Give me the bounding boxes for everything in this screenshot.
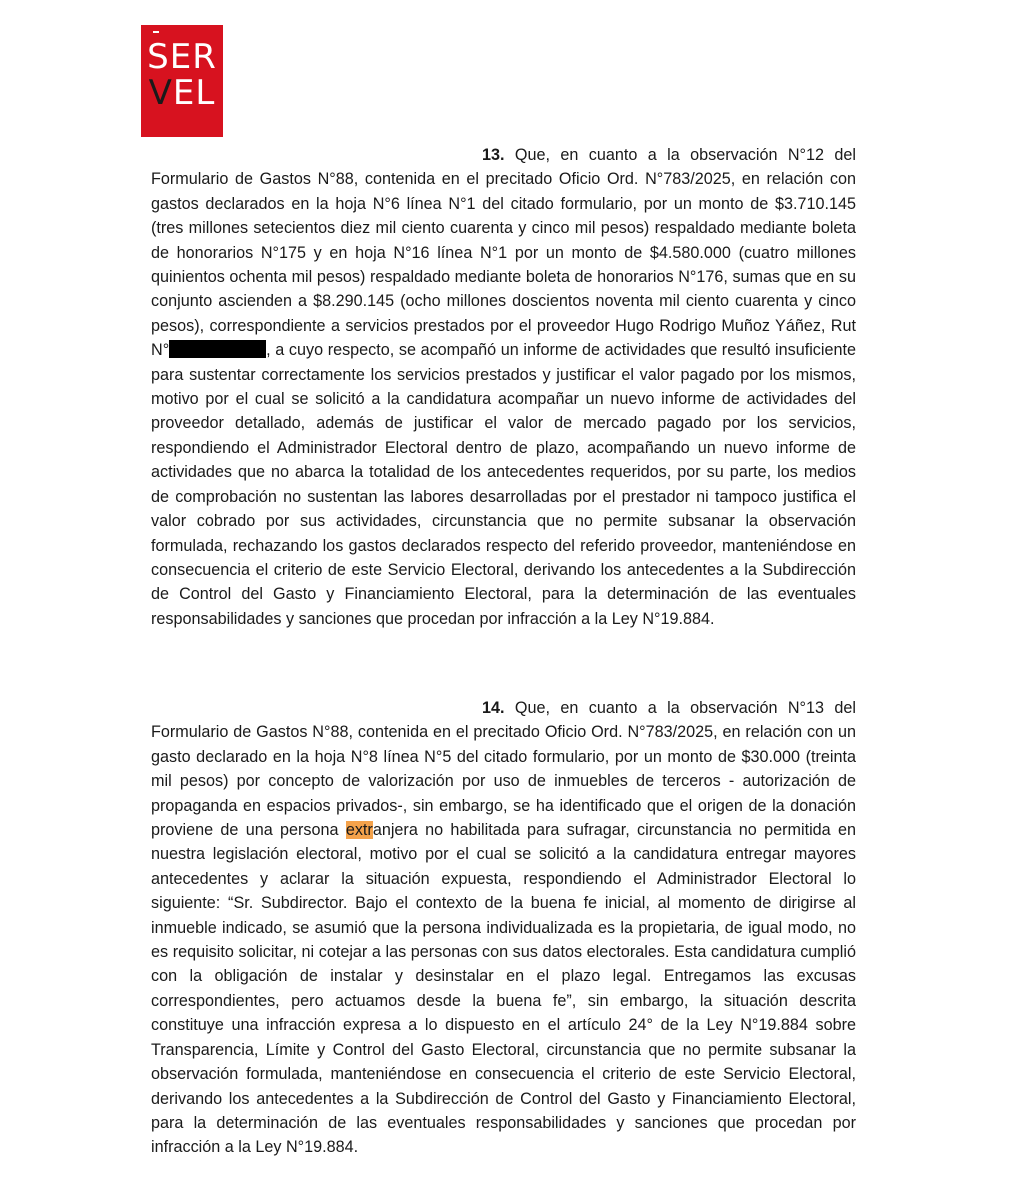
- paragraph-14-number: 14.: [482, 699, 505, 717]
- logo-line-1: SER: [147, 37, 217, 77]
- paragraph-13-text-a: Que, en cuanto a la observación N°12 del Formulario de Gastos N°88, contenida en el precitado Oficio Ord. N°783/2025, en relación con gastos declarados en la hoja N°6 línea N°1 del citado formulario, por un monto de $3.710.145 (tres millones setecientos diez mil ciento cuarenta y cinco mil pesos) respaldado mediante boleta de honorarios N°175 y en hoja N°16 línea N°1 por un monto de $4.580.000 (cuatro millones quinientos ochenta mil pesos) respaldado mediante boleta de honorarios N°176, sumas que en su conjunto ascienden a $8.290.145 (ocho millones doscientos noventa mil ciento cuarenta y cinco pesos), correspondiente a servicios prestados por el proveedor Hugo Rodrigo Muñoz Yáñez, Rut N°: [151, 146, 856, 360]
- paragraph-13-body: [151, 143, 856, 631]
- redaction-box: [169, 340, 266, 358]
- paragraph-13: [151, 143, 856, 631]
- paragraph-13-number: 13.: [482, 146, 505, 164]
- logo-line-2-rest: EL: [172, 73, 216, 113]
- servel-logo: [141, 25, 223, 137]
- paragraph-13-text-b: , a cuyo respecto, se acompañó un informe de actividades que resultó insuficiente para sustentar correctamente los servicios prestados y justificar el valor pagado por los mismos, motivo por el cual se solicitó a la candidatura acompañar un nuevo informe de actividades del proveedor detallado, además de justificar el valor de mercado pagado por los servicios, respondiendo el Administrador Electoral dentro de plazo, acompañando un nuevo informe de actividades que no abarca la totalidad de los antecedentes requeridos, por su parte, los medios de comprobación no sustentan las labores desarrolladas por el prestador ni tampoco justifica el valor cobrado por sus actividades, circunstancia que no permite subsanar la observación formulada, rechazando los gastos declarados respecto del referido proveedor, manteniéndose en consecuencia el criterio de este Servicio Electoral, derivando los antecedentes a la Subdirección de Control del Gasto y Financiamiento Electoral, para la determinación de las eventuales responsabilidades y sanciones que procedan por infracción a la Ley N°19.884.: [151, 341, 856, 628]
- logo-line-2: [141, 75, 223, 111]
- paragraph-14-body: [151, 696, 856, 1160]
- paragraph-14-text-a: Que, en cuanto a la observación N°13 del Formulario de Gastos N°88, contenida en el precitado Oficio Ord. N°783/2025, en relación con un gasto declarado en la hoja N°8 línea N°5 del citado formulario, por un monto de $30.000 (treinta mil pesos) por concepto de valorización por uso de inmuebles de terceros - autorización de propaganda en espacios privados-, sin embargo, se ha identificado que el origen de la donación proviene de una persona: [151, 699, 856, 840]
- logo-accent-bar: [153, 31, 159, 33]
- paragraph-14-text-b: anjera no habilitada para sufragar, circunstancia no permitida en nuestra legislación electoral, motivo por el cual se solicitó a la candidatura entregar mayores antecedentes y aclarar la situación expuesta, respondiendo el Administrador Electoral lo siguiente: “Sr. Subdirector. Bajo el contexto de la buena fe inicial, al momento de dirigirse al inmueble indicado, se asumió que la persona individualizada es la propietaria, de igual modo, no es requisito solicitar, ni cotejar a las personas con sus datos electorales. Esta candidatura cumplió con la obligación de instalar y desinstalar en el plazo legal. Entregamos las excusas correspondientes, pero actuamos desde la buena fe”, sin embargo, la situación descrita constituye una infracción expresa a lo dispuesto en el artículo 24° de la Ley N°19.884 sobre Transparencia, Límite y Control del Gasto Electoral, circunstancia que no permite subsanar la observación formulada, manteniéndose en consecuencia el criterio de este Servicio Electoral, derivando los antecedentes a la Subdirección de Control del Gasto y Financiamiento Electoral, para la determinación de las eventuales responsabilidades y sanciones que procedan por infracción a la Ley N°19.884.: [151, 821, 856, 1157]
- logo-letter-v: V: [148, 73, 173, 113]
- paragraph-14: [151, 696, 856, 1160]
- search-highlight: extr: [345, 821, 373, 840]
